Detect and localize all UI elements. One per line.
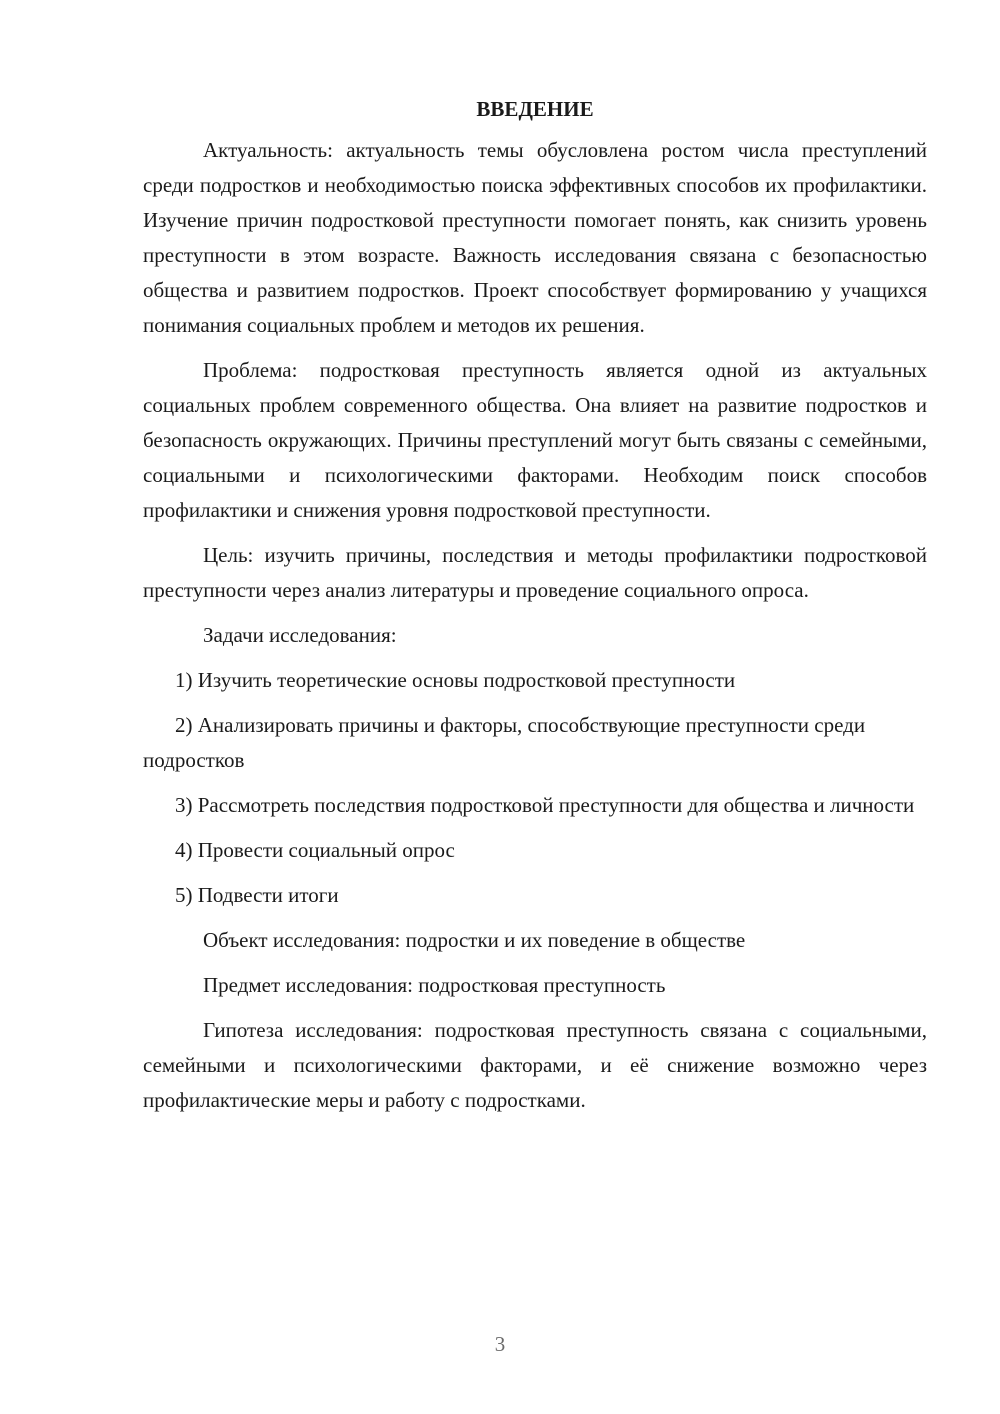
task-item-2: 2) Анализировать причины и факторы, способствующие преступности среди подростков [143,713,866,772]
relevance-paragraph: Актуальность: актуальность темы обусловлена ростом числа преступлений среди подростков и необходимостью поиска эффективных способов их профилактики. Изучение причин подростковой преступности помогает понять, как снизить уровень преступности в этом возрасте. Важность исследования связана с безопасностью общества и развитием подростков. Проект способствует формированию у учащихся понимания социальных проблем и методов их решения. [143,138,927,337]
tasks-heading: Задачи исследования: [203,623,397,647]
task-item-1: 1) Изучить теоретические основы подростковой преступности [175,668,736,692]
page-number: 3 [494,1332,506,1356]
research-subject: Предмет исследования: подростковая преступность [203,973,666,997]
task-item-3: 3) Рассмотреть последствия подростковой преступности для общества и личности [175,793,915,817]
task-item-4: 4) Провести социальный опрос [175,838,455,862]
task-item-5: 5) Подвести итоги [175,883,339,907]
problem-paragraph: Проблема: подростковая преступность является одной из актуальных социальных проблем современного общества. Она влияет на развитие подростков и безопасность окружающих. Причины преступлений могут быть связаны с семейными, социальными и психологическими факторами. Необходим поиск способов профилактики и снижения уровня подростковой преступности. [143,358,927,522]
page-title: ВВЕДЕНИЕ [476,97,594,121]
research-object: Объект исследования: подростки и их поведение в обществе [203,928,746,952]
goal-paragraph: Цель: изучить причины, последствия и методы профилактики подростковой преступности через анализ литературы и проведение социального опроса. [143,543,927,602]
document-page [143,92,927,1128]
hypothesis-paragraph: Гипотеза исследования: подростковая преступность связана с социальными, семейными и психологическими факторами, и её снижение возможно через профилактические меры и работу с подростками. [143,1018,927,1112]
